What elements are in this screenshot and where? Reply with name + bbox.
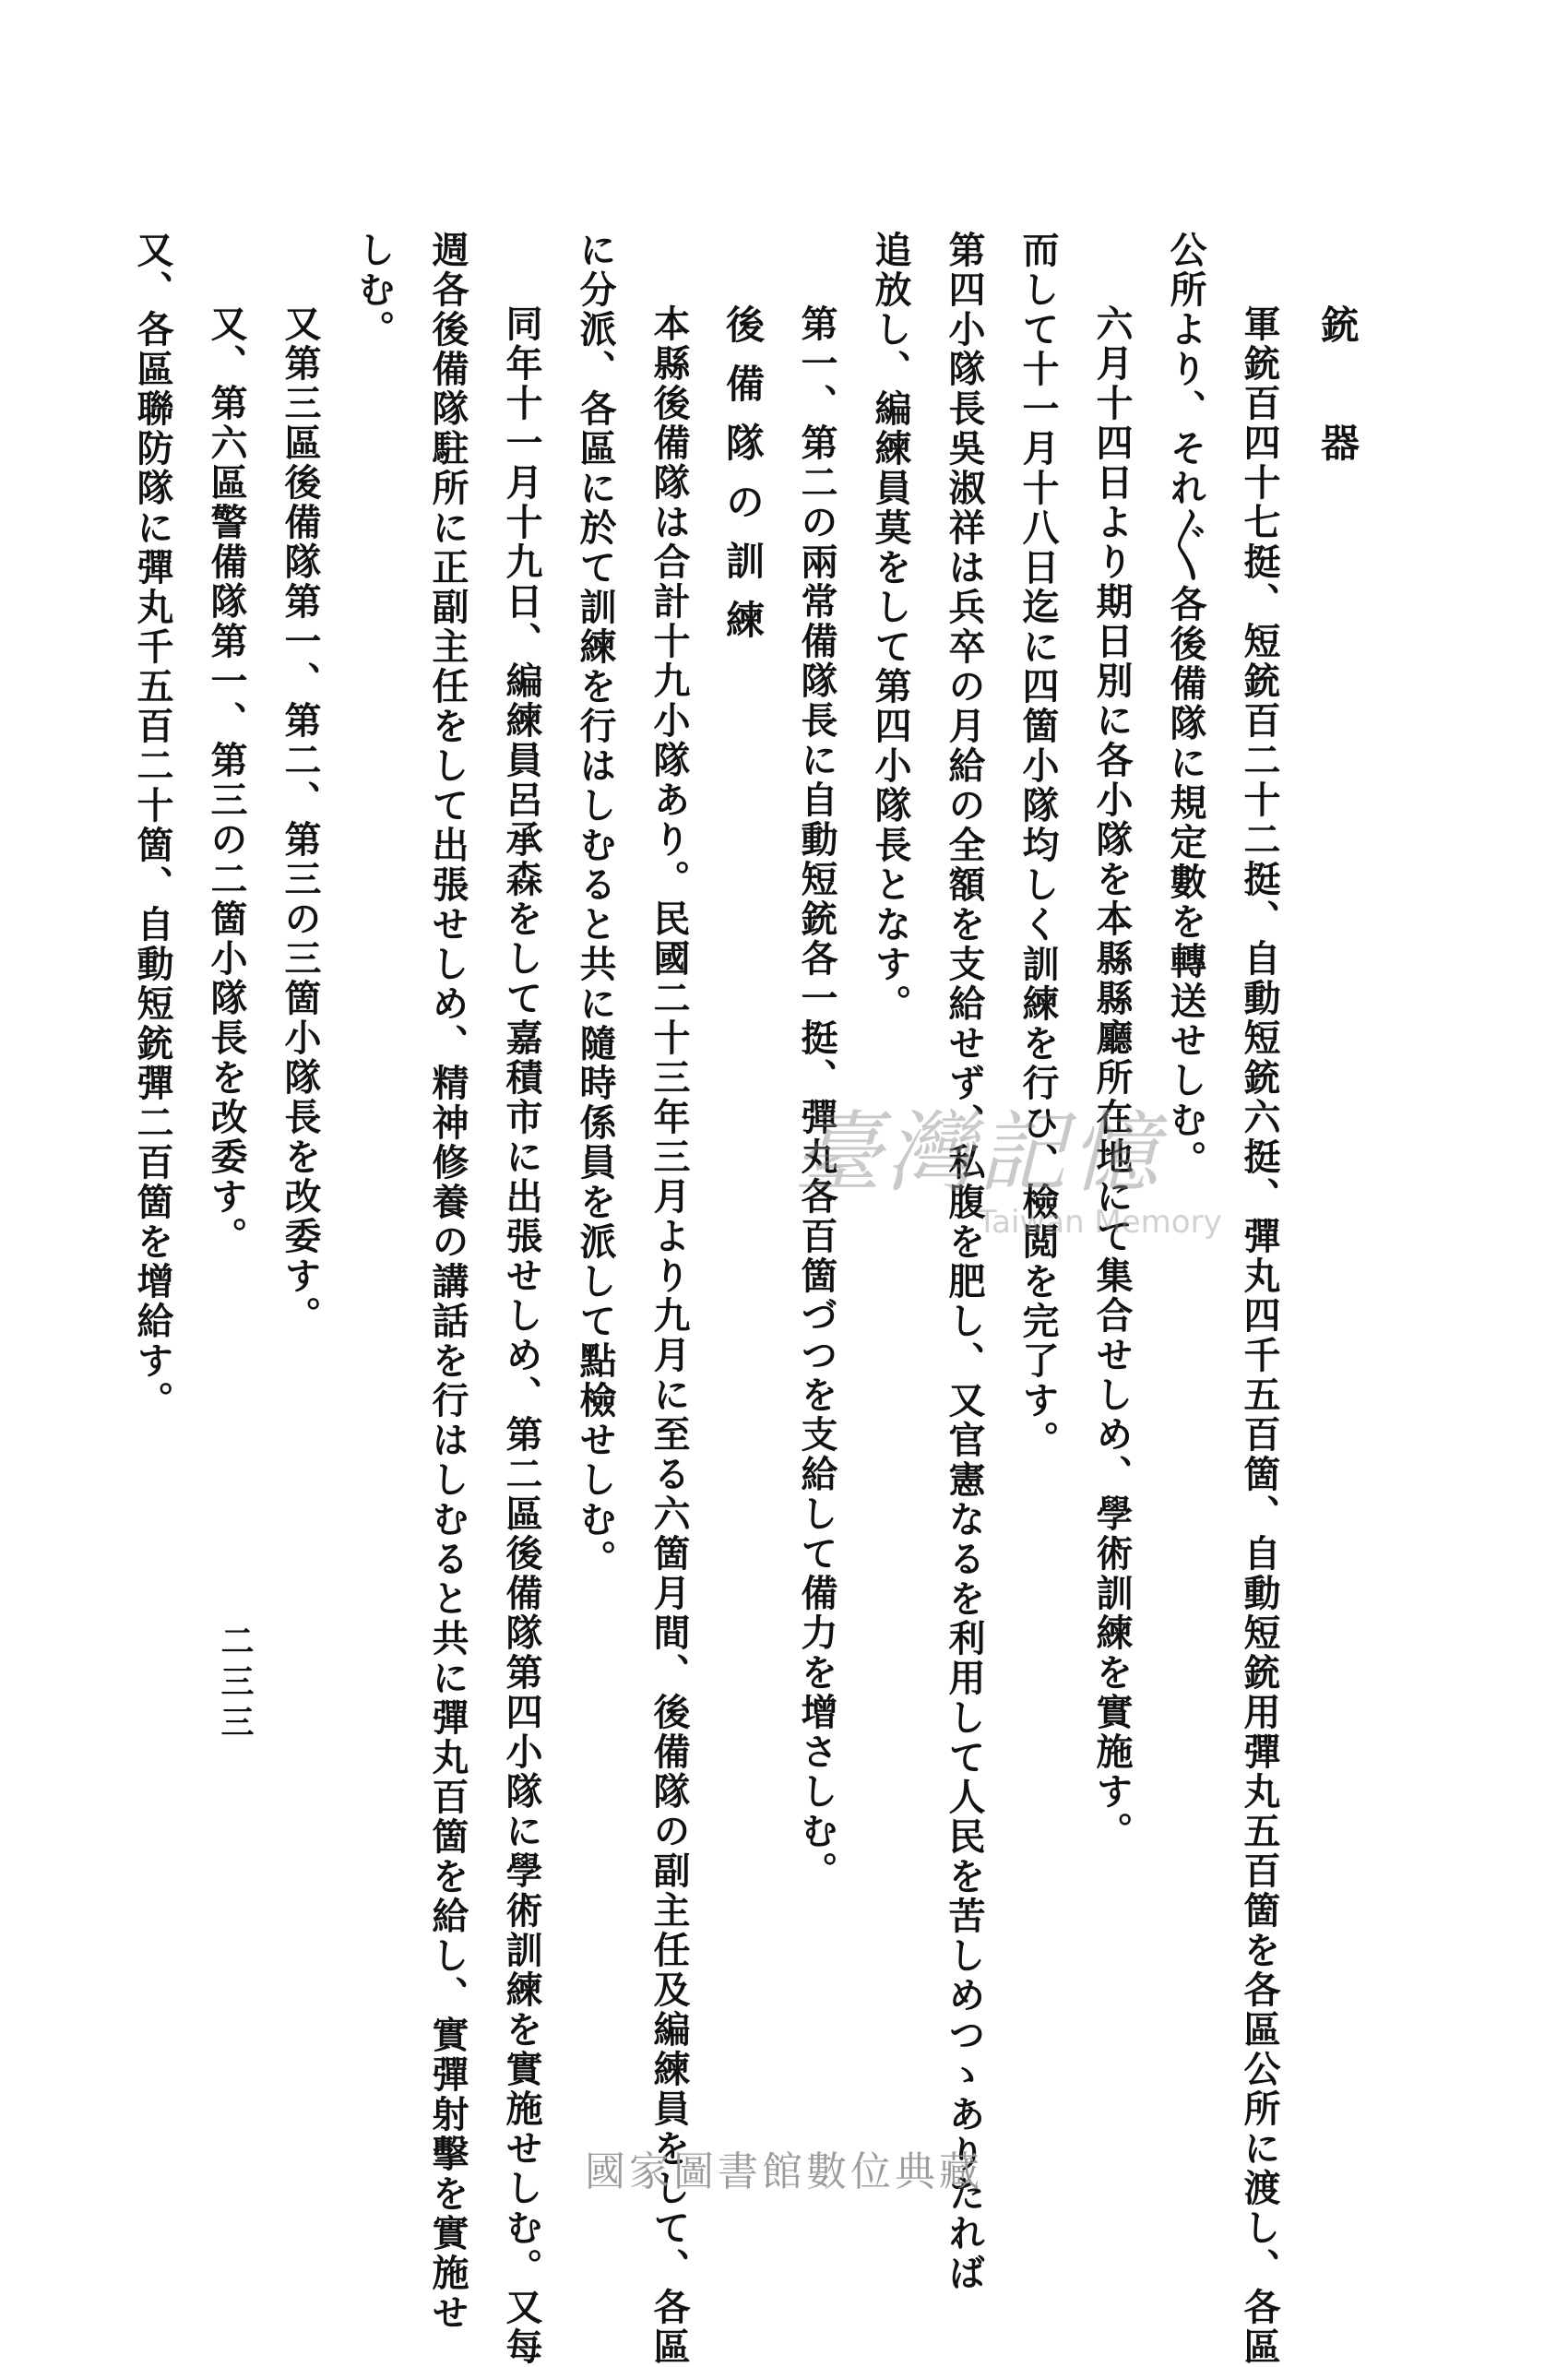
text-column-10: に分派、各區に於て訓練を行はしむると共に隨時係員を派して點檢せしむ。 (574, 231, 617, 1579)
text-column-5: 第四小隊長吳淑祥は兵卒の月給の全額を支給せず、私腹を肥し、又官憲なるを利用して人民を苦しめつゝありたれば (943, 231, 986, 2293)
text-column-1: 軍銃百四十七挺、短銃百二十二挺、自動短銃六挺、彈丸四千五百箇、自動短銃用彈丸五百箇を各區公所に渡し、各區 (1238, 304, 1281, 2367)
section-heading-guns: 銃 器 (1315, 304, 1360, 482)
text-column-9: 本縣後備隊は合計十九小隊あり。民國二十三年三月より九月に至る六箇月間、後備隊の副主任及編練員をして、各區 (647, 304, 691, 2367)
text-column-7: 第一、第二の兩常備隊長に自動短銃各一挺、彈丸各百箇づつを支給して備力を增さしむ。 (795, 304, 838, 1891)
section-heading-reserve-training: 後備隊の訓練 (720, 304, 766, 659)
text-column-6: 追放し、編練員莫をして第四小隊長となす。 (869, 231, 912, 1024)
text-column-4: 而して十一月十八日迄に四箇小隊均しく訓練を行ひ、檢閲を完了す。 (1016, 231, 1060, 1460)
footer-credit: 國家圖書館數位典藏 (585, 2148, 983, 2195)
text-column-3: 六月十四日より期日別に各小隊を本縣縣廳所在地にて集合せしめ、學術訓練を實施す。 (1090, 304, 1134, 1851)
text-column-13: しむ。 (352, 231, 396, 350)
text-column-16: 又、各區聯防隊に彈丸千五百二十箇、自動短銃彈二百箇を增給す。 (131, 231, 174, 1421)
watermark-subtitle: Taiwan Memory (978, 1204, 1222, 1241)
page-number: 二三三 (216, 1624, 255, 1745)
text-column-14: 又第三區後備隊第一、第二、第三の三箇小隊長を改委す。 (279, 304, 322, 1336)
text-column-15: 又、第六區警備隊第一、第三の二箇小隊長を改委す。 (205, 304, 248, 1256)
text-column-2: 公所より、それ〴〵各後備隊に規定數を轉送せしむ。 (1164, 231, 1207, 1180)
text-column-12: 週各後備隊駐所に正副主任をして出張せしめ、精神修養の講話を行はしむると共に彈丸百箇を給し、實彈射擊を實施せ (426, 231, 469, 2333)
watermark-title: 臺灣記憶 (793, 1101, 1162, 1205)
text-column-11: 同年十一月十九日、編練員呂承森をして嘉積市に出張せしめ、第二區後備隊第四小隊に學術訓練を實施せしむ。又每 (500, 304, 543, 2367)
